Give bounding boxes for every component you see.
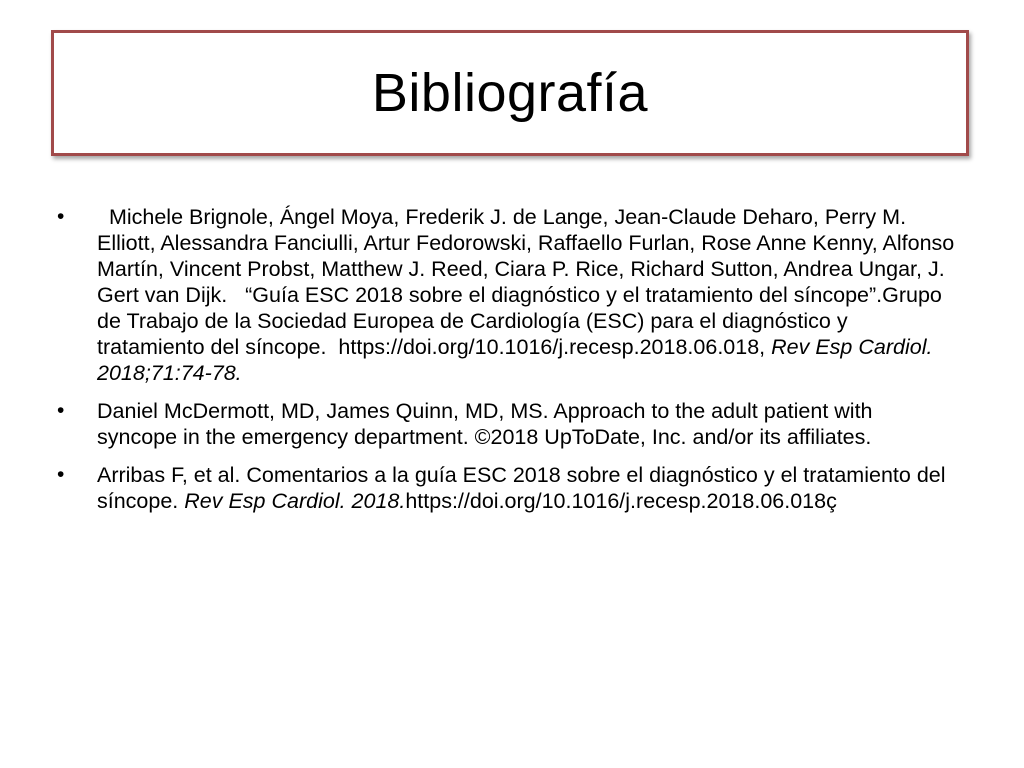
reference-item bbox=[55, 462, 955, 514]
bullet-icon: • bbox=[57, 399, 65, 422]
reference-journal: Rev Esp Cardiol. 2018;71:74-78. bbox=[97, 335, 933, 385]
bullet-icon: • bbox=[57, 205, 65, 228]
slide-title: Bibliografía bbox=[371, 63, 649, 123]
reference-item bbox=[55, 398, 955, 450]
reference-text: Arribas F, et al. Comentarios a la guía ESC 2018 sobre el diagnóstico y el tratamiento del síncope. bbox=[97, 463, 946, 513]
reference-text: Daniel McDermott, MD, James Quinn, MD, MS. Approach to the adult patient with syncope in the emergency department. ©2018 UpToDate, Inc. and/or its affiliates. bbox=[97, 399, 873, 449]
reference-list bbox=[55, 204, 961, 526]
reference-item bbox=[55, 204, 961, 386]
reference-journal: Rev Esp Cardiol. 2018. bbox=[184, 489, 406, 513]
reference-tail: https://doi.org/10.1016/j.recesp.2018.06.018ç bbox=[405, 489, 837, 513]
reference-text: Michele Brignole, Ángel Moya, Frederik J. de Lange, Jean-Claude Deharo, Perry M. Elliott, Alessandra Fanciulli, Artur Fedorowski, Raffaello Furlan, Rose Anne Kenny, Alfonso Martín, Vincent Probst, Matthew J. Reed, Ciara P. Rice, Richard Sutton, Andrea Ungar, J. Gert van Dijk. “Guía ESC 2018 sobre el diagnóstico y el tratamiento del síncope”.Grupo de Trabajo de la Sociedad Europea de Cardiología (ESC) para el diagnóstico y tratamiento del síncope. https://doi.org/10.1016/j.recesp.2018.06.018, bbox=[97, 205, 961, 359]
title-box bbox=[51, 30, 969, 156]
bullet-icon: • bbox=[57, 463, 65, 486]
